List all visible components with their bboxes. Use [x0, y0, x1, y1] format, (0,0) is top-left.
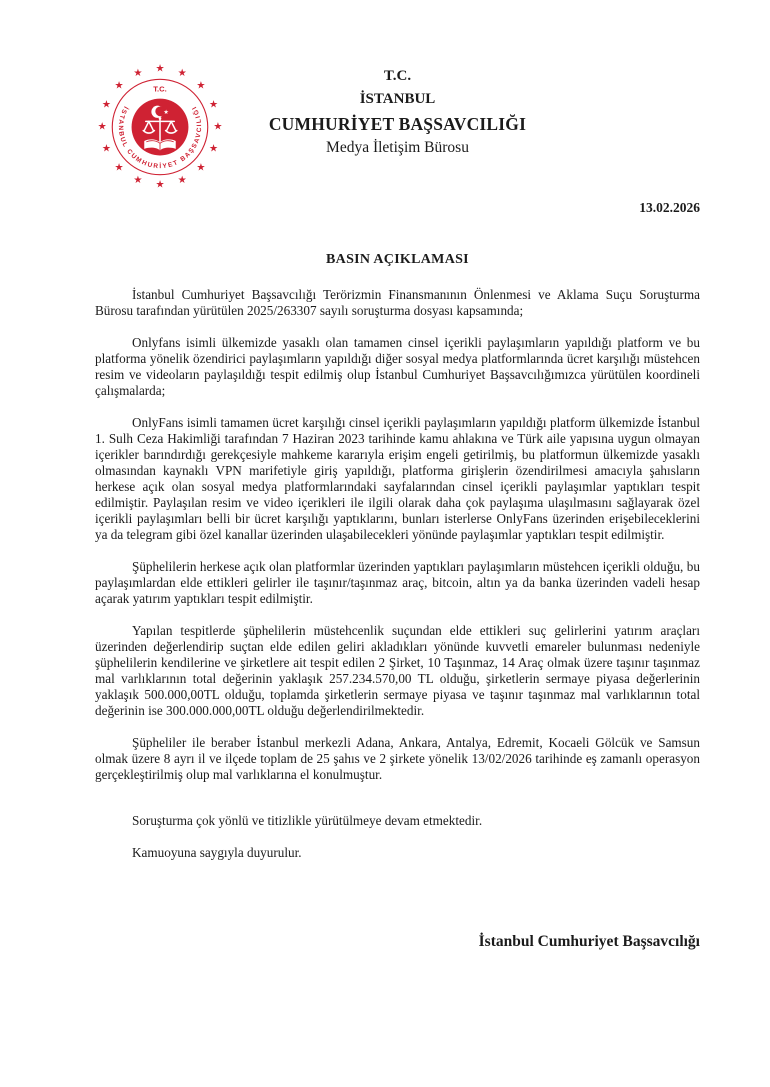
paragraph-asset-valuation: Yapılan tespitlerde şüphelilerin müstehcenlik suçundan elde ettikleri suç gelirlerini yatırım araçları üzerinden değerlendirip suçtan elde edilen geliri akladıkları yönünde kuvvetli emareler bulunması nedeniyle şüphelilerin kendilerine ve şirketlere ait tespit edilen 2 Şirket, 10 Taşınmaz, 14 Araç olmak üzere taşınır taşınmaz mal varlıklarının total değerinin yaklaşık 257.234.570,00 TL olduğu, şirketlerin sermaye piyasa değerlerinin yaklaşık 500.000,00TL olduğu, toplamda şirketlerin sermaye piyasa ve taşınır taşınmaz mal varlıklarının total değerinin ise 300.000.000,00TL olduğu değerlendirilmektedir.: [95, 623, 700, 719]
closing-line-announcement: Kamuoyuna saygıyla duyurulur.: [132, 845, 302, 861]
star-icon: ★: [213, 121, 223, 133]
seal-icon: [95, 62, 225, 192]
star-icon: ★: [196, 162, 206, 174]
paragraph-operation: Şüpheliler ile beraber İstanbul merkezli Adana, Ankara, Antalya, Edremit, Kocaeli Gölcük ve Samsun olmak üzere 8 ayrı il ve ilçede toplam de 25 şahıs ve 2 şirkete yönelik 13/02/2026 tarihinde eş zamanlı operasyon gerçekleştirilmiş olup mal varlıklarına el konulmuştur.: [95, 735, 700, 783]
star-icon: ★: [155, 179, 165, 191]
paragraph-access-ban: OnlyFans isimli tamamen ücret karşılığı cinsel içerikli paylaşımların yapıldığı platform ülkemizde İstanbul 1. Sulh Ceza Hakimliği tarafından 7 Haziran 2023 tarihinde kamu ahlakına ve Türk aile yapısına uygun olmayan içerikler barındırdığı gerekçesiyle mahkeme kararıyla erişim engeli getirilmiş, bu platformun ülkemizde yasaklı olmasından kaynaklı VPN marifetiyle giriş yapıldığı, platforma girişlerin özendirilmesi amacıyla şahısların herkese açık olan sosyal medya platformlarındaki sayfalarından cinsel içerikli paylaşımlar yaptıkları tespit edilmiştir. Paylaşılan resim ve video içerikleri ile ilgili olarak daha çok paylaşıma ulaşılmasını sağlayarak özel içerikli paylaşımları belli bir ücret karşılığı yaptıklarını, bunları isterlerse OnlyFans üzerinden erişebileceklerini ya da telegram gibi özel kanallar üzerinden ulaşabilecekleri yönünde paylaşımlar yaptıkları tespit edilmiştir.: [95, 415, 700, 543]
paragraph-case-intro: İstanbul Cumhuriyet Başsavcılığı Terörizmin Finansmanının Önlenmesi ve Aklama Suçu Soruşturma Bürosu tarafından yürütülen 2025/263307 sayılı soruşturma dosyası kapsamında;: [95, 287, 700, 319]
star-icon: ★: [155, 63, 165, 75]
star-icon: ★: [196, 80, 206, 92]
star-icon: ★: [208, 143, 219, 155]
seal-band-text: İSTANBUL CUMHURİYET BAŞSAVCILIĞI: [116, 104, 204, 171]
star-icon: ★: [101, 99, 112, 111]
star-icon: ★: [177, 67, 187, 79]
star-icon: ★: [114, 80, 124, 92]
star-icon: ★: [133, 67, 143, 79]
document-date: 13.02.2026: [639, 200, 700, 216]
document-title: BASIN AÇIKLAMASI: [326, 252, 469, 268]
svg-text:★: ★: [163, 109, 169, 116]
letterhead-tc: T.C.: [383, 68, 412, 84]
star-icon: ★: [97, 121, 107, 133]
star-icon: ★: [208, 99, 219, 111]
paragraph-income-findings: Şüphelilerin herkese açık olan platformlar üzerinden yaptıkları paylaşımların müstehcen içerikli olduğu, bu paylaşımlardan elde ettikleri gelirler ile taşınır/taşınmaz araç, bitcoin, altın ya da banka üzerinden vadeli hesap açarak yatırım yaptıkları tespit edilmiştir.: [95, 559, 700, 607]
seal-tc-label: T.C.: [153, 84, 167, 94]
letterhead-city: İSTANBUL: [359, 91, 436, 108]
closing-line-investigation: Soruşturma çok yönlü ve titizlikle yürütülmeye devam etmektedir.: [132, 813, 483, 829]
star-icon: ★: [101, 143, 112, 155]
paragraph-platform-findings: Onlyfans isimli ülkemizde yasaklı olan tamamen cinsel içerikli paylaşımların yapıldığı platform ve bu platforma yönelik özendirici paylaşımların yapıldığı diğer sosyal medya platformlarında ücret karşılığı müstehcen resim ve videoların paylaşıldığı tespit edilmiş olup İstanbul Cumhuriyet Başsavcılığımızca yürütülen koordineli çalışmalarda;: [95, 335, 700, 399]
star-icon: ★: [177, 175, 187, 187]
letterhead-office: CUMHURİYET BAŞSAVCILIĞI: [268, 113, 527, 134]
signature: İstanbul Cumhuriyet Başsavcılığı: [478, 933, 700, 951]
prosecutor-office-emblem: [95, 62, 225, 192]
star-icon: ★: [114, 162, 124, 174]
star-icon: ★: [133, 175, 143, 187]
document-body: [95, 287, 700, 861]
letterhead-bureau: Medya İletişim Bürosu: [326, 138, 469, 156]
letterhead: [95, 63, 700, 191]
